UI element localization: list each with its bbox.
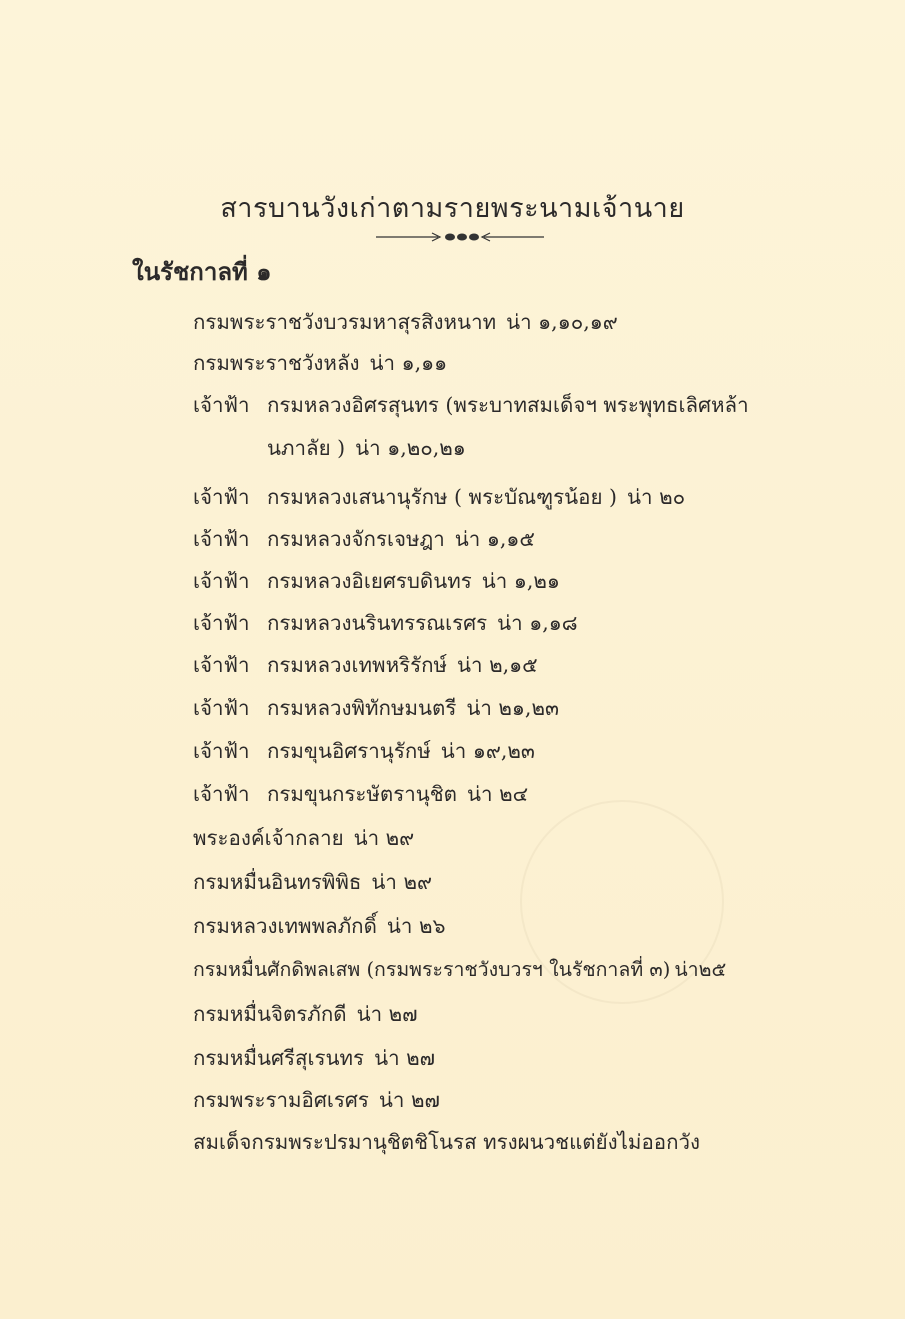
entry-name: กรมหมื่นศรีสุเรนทร <box>193 1046 365 1070</box>
entry-prefix: เจ้าฟ้า <box>193 611 250 635</box>
list-item <box>193 822 414 855</box>
list-item <box>193 481 685 514</box>
list-item <box>193 1084 440 1117</box>
page-numbers: ๑๙,๒๓ <box>472 739 535 763</box>
page-numbers: ๑,๒๐,๒๑ <box>387 436 466 460</box>
list-item <box>193 347 447 380</box>
page-label: น่า <box>481 569 508 593</box>
list-item <box>193 692 559 725</box>
list-item <box>193 306 618 339</box>
page-numbers: ๒๐ <box>659 485 686 509</box>
entry-name: กรมหลวงอิศรสุนทร (พระบาทสมเด็จฯ พระพุทธเลิศหล้า <box>267 393 749 417</box>
page-numbers: ๒๙ <box>385 826 415 850</box>
page-label: น่า <box>454 527 481 551</box>
page-numbers: ๑,๑๐,๑๙ <box>538 310 618 334</box>
entry-prefix: เจ้าฟ้า <box>193 696 250 720</box>
page-numbers: ๒๕ <box>698 958 727 981</box>
entry-name: กรมหลวงพิทักษมนตรี <box>267 696 457 720</box>
page-numbers: ๑,๑๕ <box>486 527 535 551</box>
reign-heading: ในรัชกาลที่ ๑ <box>132 257 272 286</box>
page-label: น่า <box>378 1088 405 1112</box>
list-item <box>193 910 445 943</box>
page-numbers: ๒๗ <box>388 1002 418 1026</box>
entry-name: กรมหลวงอิเยศรบดินทร <box>267 569 472 593</box>
entry-name: กรมหมื่นศักดิพลเสพ (กรมพระราชวังบวรฯ ในรัชกาลที่ ๓) <box>193 958 671 981</box>
page-numbers: ๒๖ <box>418 914 446 938</box>
page-label: น่า <box>497 611 523 635</box>
page-label: น่า <box>386 914 413 938</box>
page-numbers: ๑,๑๘ <box>529 611 578 635</box>
entry-name: กรมพระราชวังหลัง <box>193 351 360 375</box>
entry-prefix: เจ้าฟ้า <box>193 527 250 551</box>
page-label: น่า <box>353 826 380 850</box>
page-label: น่า <box>371 870 397 894</box>
entry-name: กรมหลวงเทพพลภักดิ์ <box>193 914 377 938</box>
entry-name: นภาลัย ) <box>267 436 346 460</box>
page-label: น่า <box>356 1002 383 1026</box>
entry-prefix: เจ้าฟ้า <box>193 782 250 806</box>
list-item <box>193 389 749 422</box>
entry-prefix: เจ้าฟ้า <box>193 569 250 593</box>
entry-prefix: เจ้าฟ้า <box>193 485 250 509</box>
page-label: น่า <box>506 310 532 334</box>
entry-name: กรมพระราชวังบวรมหาสุรสิงหนาท <box>193 310 497 334</box>
entry-name: สมเด็จกรมพระปรมานุชิตชิโนรส ทรงผนวชแต่ยังไม่ออกวัง <box>193 1130 701 1154</box>
page-label: น่า <box>355 436 381 460</box>
list-item <box>193 735 535 768</box>
entry-name: กรมพระรามอิศเรศร <box>193 1088 369 1112</box>
page-numbers: ๒๗ <box>410 1088 440 1112</box>
entry-prefix: เจ้าฟ้า <box>193 739 250 763</box>
entry-name: กรมหลวงจักรเจษฎา <box>267 527 445 551</box>
entry-prefix: เจ้าฟ้า <box>193 653 250 677</box>
list-item <box>193 954 726 985</box>
entry-name: กรมหมื่นอินทรพิพิธ <box>193 870 362 894</box>
list-item <box>193 523 535 556</box>
list-item <box>193 1042 435 1075</box>
page-numbers: ๒๔ <box>499 782 529 806</box>
page-label: น่า <box>467 782 493 806</box>
entry-name: กรมหลวงนรินทรรณเรศร <box>267 611 488 635</box>
page-label: น่า <box>457 653 483 677</box>
entry-name: กรมหมื่นจิตรภักดี <box>193 1002 347 1026</box>
list-item <box>193 565 560 598</box>
page-numbers: ๒๙ <box>403 870 432 894</box>
page-label: น่า <box>466 696 492 720</box>
page-title: สารบานวังเก่าตามรายพระนามเจ้านาย <box>220 193 685 224</box>
list-item <box>193 778 528 811</box>
entry-prefix: เจ้าฟ้า <box>193 393 250 417</box>
list-item <box>193 866 432 899</box>
list-item <box>193 649 538 682</box>
page-label: น่า <box>369 351 396 375</box>
entry-name: กรมขุนกระษัตรานุชิต <box>267 782 457 806</box>
entry-name: กรมหลวงเสนานุรักษ ( พระบัณฑูรน้อย ) <box>267 485 618 509</box>
list-item <box>267 432 466 465</box>
page-numbers: ๒๗ <box>406 1046 436 1070</box>
page-numbers: ๑,๒๑ <box>513 569 560 593</box>
entry-name: กรมหลวงเทพหริรักษ์ <box>267 653 448 677</box>
page-numbers: ๒๑,๒๓ <box>498 696 559 720</box>
entry-name: กรมขุนอิศรานุรักษ์ <box>267 739 431 763</box>
page-numbers: ๒,๑๕ <box>489 653 538 677</box>
page-numbers: ๑,๑๑ <box>401 351 448 375</box>
list-item <box>193 998 418 1031</box>
entry-name: พระองค์เจ้ากลาย <box>193 826 344 850</box>
list-item <box>193 607 578 640</box>
page-label: น่า <box>627 485 653 509</box>
page-label: น่า <box>674 958 699 981</box>
list-item <box>193 1126 700 1159</box>
page-label: น่า <box>440 739 467 763</box>
page-label: น่า <box>374 1046 400 1070</box>
